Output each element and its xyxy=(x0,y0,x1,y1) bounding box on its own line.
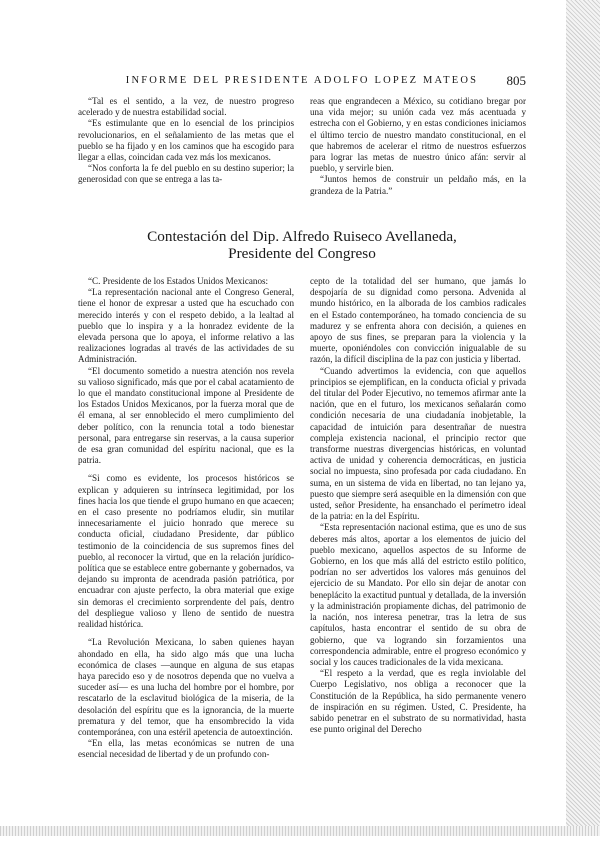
main-left-column xyxy=(78,276,294,854)
paragraph: “Esta representación nacional estima, que es uno de sus deberes más altos, aportar a los elementos de juicio del pueblo mexicano, aquellos aspectos de su Informe de Gobierno, en los que más allá del estricto estilo político, podrían no ser advertidos los valores más genuinos del ejercicio de su Mandato. Por ello sin dejar de anotar con beneplácito la exactitud puntual y detallada, de la inversión y la administración propiamente dichas, del patrimonio de la nación, nos interesa penetrar, tras la letra de sus capítulos, hasta encontrar el sentido de su obra de gobierno, que va logrando sin forzamientos una correspondencia admirable, entre el progreso económico y social y los cauces tradicionales de la vida mexicana. xyxy=(310,522,526,667)
scan-edge-shading xyxy=(566,0,600,836)
running-header xyxy=(78,70,526,92)
main-text-columns xyxy=(78,276,526,854)
paragraph: reas que engrandecen a México, su cotidiano bregar por una vida mejor; su unión cada vez más acentuada y estrecha con el Gobierno, y en estas condiciones iniciamos el último tercio de nuestro mandato constitucional, en el que habremos de acelerar el ritmo de nuestros esfuerzos para lograr las metas de nuestro único afán: servir al pueblo, y servirle bien. xyxy=(310,96,526,174)
document-page xyxy=(78,70,526,854)
paragraph: “Es estimulante que en lo esencial de los principios revolucionarios, en el señalamiento de las metas que el pueblo se ha fijado y en los caminos que ha escogido para llegar a ellas, coincidan cada vez más los mexicanos. xyxy=(78,118,294,163)
page-number: 805 xyxy=(506,73,526,88)
paragraph: “El documento sometido a nuestra atención nos revela su valioso significado, más que por el cabal acatamiento de lo que el mandato constitucional impone al Presidente de los Estados Unidos Mexicanos, por la fuerza moral que de él emana, al ser ennoblecido el mero cumplimiento del deber político, con la renuncia total a todo bienestar personal, para entregarse sin reservas, a la causa superior de esa gran comunidad del espíritu nacional, que es la patria. xyxy=(78,365,294,466)
paragraph: “En ella, las metas económicas se nutren de una esencial necesidad de libertad y de un profundo con- xyxy=(78,738,294,760)
running-title: INFORME DEL PRESIDENTE ADOLFO LOPEZ MATEOS xyxy=(125,75,479,86)
paragraph: “Nos conforta la fe del pueblo en su destino superior; la generosidad con que se entrega a las ta- xyxy=(78,163,294,185)
paragraph: “La Revolución Mexicana, lo saben quienes hayan ahondado en ella, ha sido algo más que una lucha económica de clases —aunque en alguna de sus etapas haya parecido eso y de nosotros dependa que no vuelva a suceder así— es una lucha del hombre por el hombre, por rescatarlo de la esclavitud biológica de la miseria, de la desolación del espíritu que es la ignorancia, de la muerte prematura y del temor, que ha ensombrecido la vida contemporánea, con una estéril apetencia de autoextinción. xyxy=(78,637,294,737)
paragraph: “La representación nacional ante el Congreso General, tiene el honor de expresar a usted que ha escuchado con merecido interés y con el respeto debido, a la lealtad al pueblo que lo inspira y a la honradez evidente de la elevada persona que lo apoya, el informe relativo a las realizaciones logradas al través de las actividades de su Administración. xyxy=(78,287,294,365)
section-title-line-1: Contestación del Dip. Alfredo Ruiseco Avellaneda, xyxy=(147,228,457,245)
paragraph: “El respeto a la verdad, que es regla inviolable del Cuerpo Legislativo, nos obliga a reconocer que la Constitución de la República, ha sido permanente venero de inspiración en su régimen. Usted, C. Presidente, ha sabido penetrar en el substrato de su normatividad, hasta ese punto original del Derecho xyxy=(310,668,526,735)
section-title-line-2: Presidente del Congreso xyxy=(228,245,376,262)
paragraph: “Cuando advertimos la evidencia, con que aquellos principios se ejemplifican, en la conducta oficial y privada del titular del Poder Ejecutivo, no tememos afirmar ante la nación, que en el futuro, los mexicanos señalarán como condición necesaria de una ciudadanía inobjetable, la capacidad de intuición para desentrañar de nuestra compleja existencia nacional, el principio rector que transforme nuestras divergencias históricas, en voluntad activa de unidad y coherencia democráticas, en justicia social no impuesta, sino profesada por cada ciudadano. En suma, en un sistema de vida en libertad, no tan lejano ya, puesto que siempre será asequible en la dimensión con que usted, señor Presidente, ha ensanchado el perímetro ideal de la patria: en la del Espíritu. xyxy=(310,365,526,522)
paragraph: “Si como es evidente, los procesos históricos se explican y adquieren su intrínseca legitimidad, por los fines hacia los que tiende el grupo humano en que acaecen; en el caso presente no podríamos eludir, sin mutilar innecesariamente el juicio honrado que merece su conducta oficial, ciudadano Presidente, dar público testimonio de la coincidencia de sus supremos fines del pueblo, al reconocer la virtud, que en la relación jurídico-política que se establece entre gobernante y gobernados, va dejando su impronta de acendrada pasión patriótica, por encuadrar con ajuste perfecto, la obra material que exige sin demoras el crecimiento sorprendente del país, dentro del despliegue valioso y lleno de sentido de nuestra realidad histórica. xyxy=(78,473,294,630)
section-title xyxy=(78,228,526,262)
paragraph: “Tal es el sentido, a la vez, de nuestro progreso acelerado y de nuestra estabilidad social. xyxy=(78,96,294,118)
top-right-column xyxy=(310,96,526,200)
main-right-column xyxy=(310,276,526,854)
paragraph: cepto de la totalidad del ser humano, que jamás lo despojaría de su dignidad como persona. Advenida al mundo histórico, en la alborada de los cambios radicales en el Estado contemporáneo, ha tomado conciencia de su madurez y se enfrenta ahora con decisión, a quienes en apoyo de sus fines, se preparan para la violencia y la muerte, oponiéndoles con convicción inigualable de su razón, la difícil disciplina de la paz con justicia y libertad. xyxy=(310,276,526,365)
paragraph: “C. Presidente de los Estados Unidos Mexicanos: xyxy=(88,276,269,286)
paragraph: “Juntos hemos de construir un peldaño más, en la grandeza de la Patria.” xyxy=(310,174,526,196)
top-text-columns xyxy=(78,96,526,200)
top-left-column xyxy=(78,96,294,200)
